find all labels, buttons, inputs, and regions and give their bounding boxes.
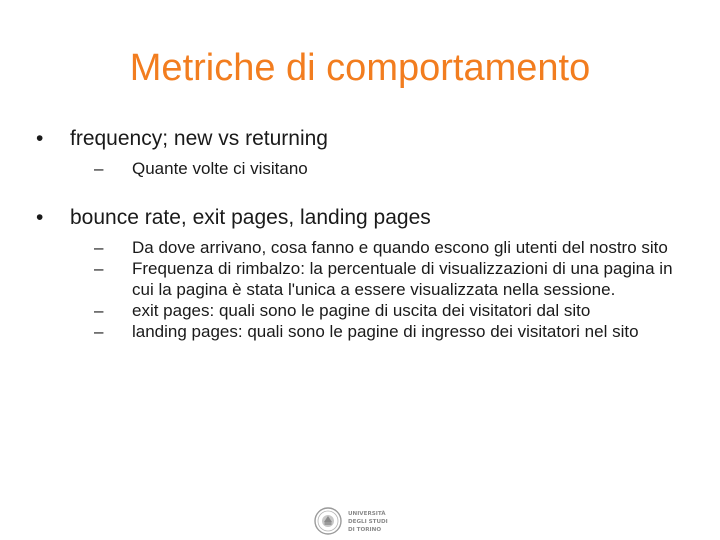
bullet-icon: • xyxy=(36,127,44,150)
logo-line: DEGLI STUDI xyxy=(348,519,388,525)
logo-line: DI TORINO xyxy=(348,527,382,533)
dash-icon: – xyxy=(94,322,104,341)
dash-icon: – xyxy=(94,301,104,320)
sub-text: exit pages: quali sono le pagine di uscita dei visitatori dal sito xyxy=(132,301,591,320)
sub-item xyxy=(36,321,686,342)
slide-content xyxy=(36,124,686,342)
bullet-text: bounce rate, exit pages, landing pages xyxy=(70,206,431,229)
sub-list xyxy=(36,237,686,342)
dash-icon: – xyxy=(94,259,104,278)
bullet-item xyxy=(36,203,686,233)
university-seal-icon xyxy=(315,508,341,534)
sub-text: landing pages: quali sono le pagine di ingresso dei visitatori nel sito xyxy=(132,322,639,341)
university-logo xyxy=(312,505,408,537)
sub-item xyxy=(36,300,686,321)
sub-list xyxy=(36,158,686,179)
sub-text: Frequenza di rimbalzo: la percentuale di visualizzazioni di una pagina in cui la pagina è stata l'unica a essere visualizzata nella sessione. xyxy=(132,259,673,299)
sub-item xyxy=(36,158,686,179)
bullet-icon: • xyxy=(36,206,44,229)
bullet-text: frequency; new vs returning xyxy=(70,127,328,150)
logo-line: UNIVERSITÀ xyxy=(348,511,386,517)
sub-text: Da dove arrivano, cosa fanno e quando escono gli utenti del nostro sito xyxy=(132,238,668,257)
slide-title: Metriche di comportamento xyxy=(129,47,591,89)
bullet-item xyxy=(36,124,686,154)
dash-icon: – xyxy=(94,159,104,178)
sub-item xyxy=(36,237,686,258)
university-wordmark xyxy=(348,510,388,533)
sub-item xyxy=(36,258,686,300)
dash-icon: – xyxy=(94,238,104,257)
sub-text: Quante volte ci visitano xyxy=(132,159,308,178)
